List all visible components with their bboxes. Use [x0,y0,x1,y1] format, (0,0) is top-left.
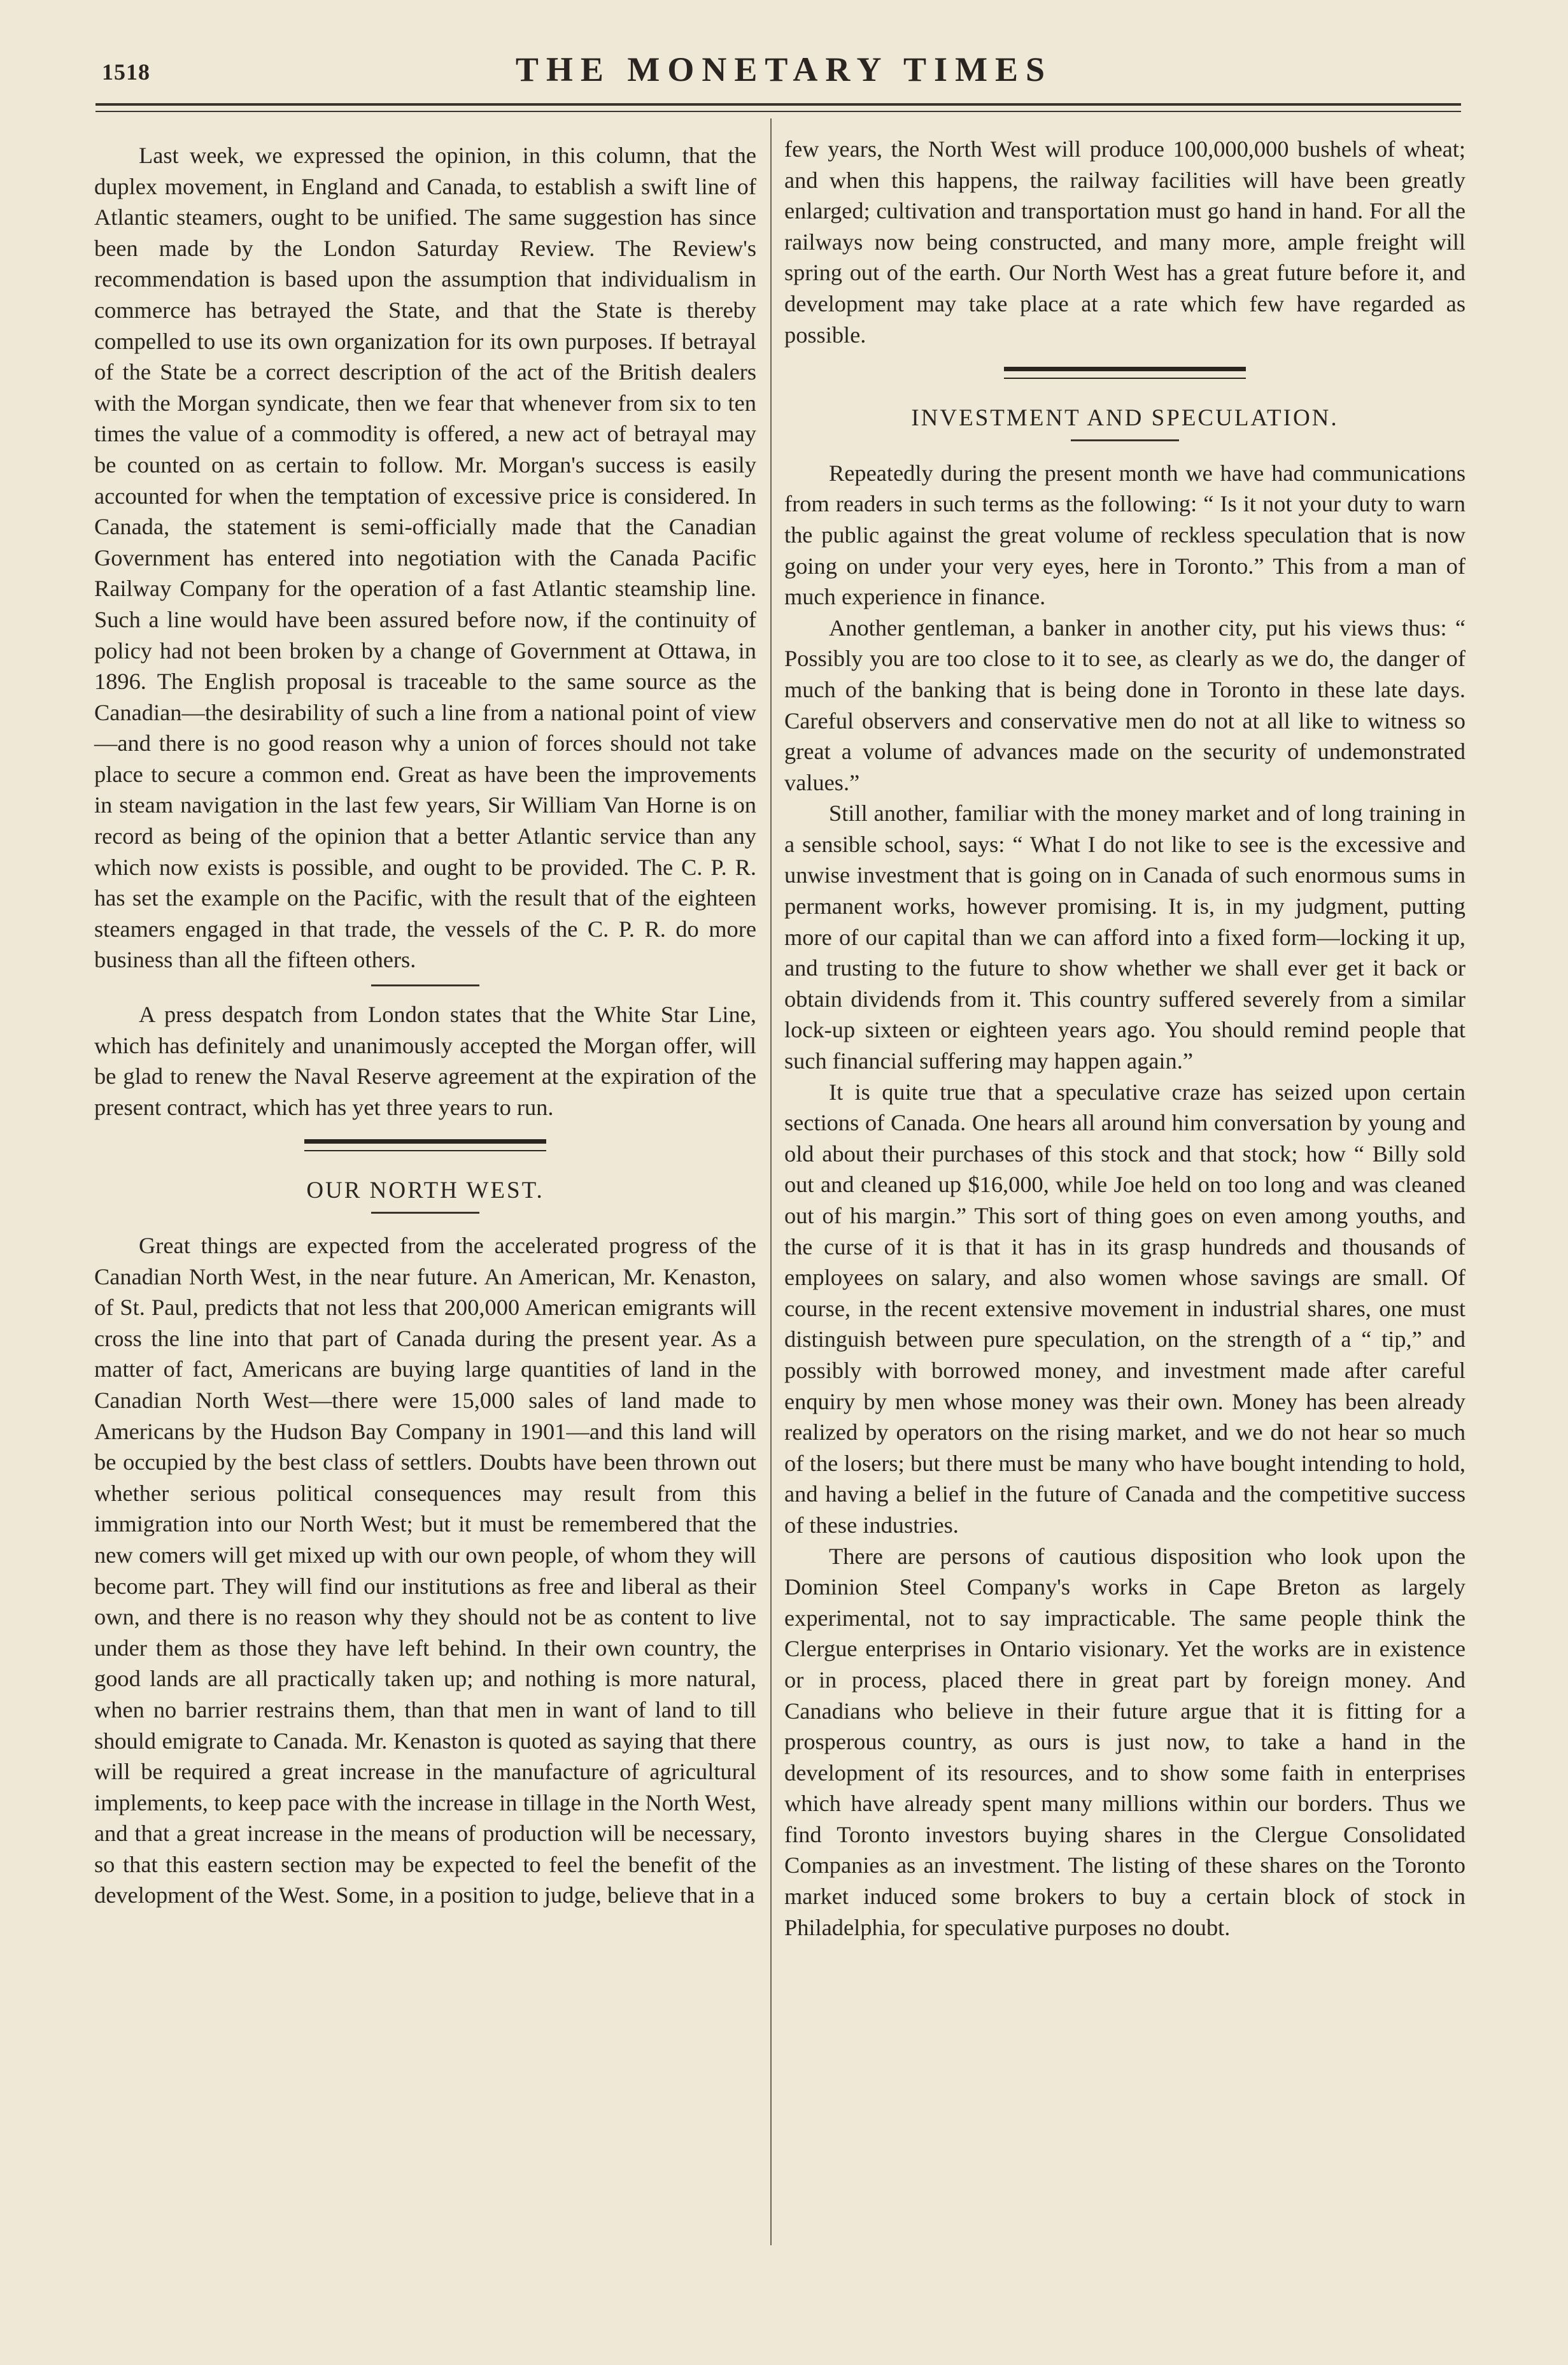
article-paragraph-north-west: Great things are expected from the accelerated progress of the Canadian North West, in the near future. An American, Mr. Kenaston, of St. Paul, predicts that not less that 200,000 American emigrants will cross the line into that part of Canada during the present year. As a matter of fact, Americans are buying large quantities of land in the Canadian North West—there were 15,000 sales of land made to Americans by the Hudson Bay Company in 1901—and this land will be occupied by the best class of settlers. Doubts have been thrown out whether serious political consequences may result from this immigration into our North West; but it must be remembered that the new comers will get mixed up with our own people, of whom they will become part. They will find our institutions as free and liberal as their own, and there is no reason why they should not be as content to live under them as those they have left behind. In their own country, the good lands are all practically taken up; and nothing is more natural, when no barrier restrains them, than that men in want of land to till should emigrate to Canada. Mr. Kenaston is quoted as saying that there will be required a great increase in the manufacture of agricultural implements, to keep pace with the increase in tillage in the North West, and that a great increase in the means of production will be necessary, so that this eastern section may be expected to feel the benefit of the development of the West. Some, in a position to judge, believe that in a [94,1233,756,1908]
left-column [94,140,756,1911]
editorial-paragraph-white-star: A press despatch from London states that the White Star Line, which has definitely and unanimously accepted the Morgan offer, will be glad to renew the Naval Reserve agreement at the expiration of the present contract, which has yet three years to run. [94,1002,756,1120]
article-paragraph: Repeatedly during the present month we have had communications from readers in such terms as the following: “ Is it not your duty to warn the public against the great volume of reckless speculation that is now going on under your very eyes, here in Toronto.” This from a man of much experience in finance. [784,460,1466,610]
article-heading-investment: INVESTMENT AND SPECULATION. [911,405,1339,432]
heading-rule [1071,439,1179,441]
header-rule-thin [95,111,1461,112]
masthead-title: THE MONETARY TIMES [515,50,1053,89]
editorial-paragraph-atlantic: Last week, we expressed the opinion, in this column, that the duplex movement, in England and Canada, to establish a swift line of Atlantic steamers, ought to be unified. The same suggestion has since been made by the London Saturday Review. The Review's recommendation is based upon the assumption that individualism in commerce has betrayed the State, and that the State is thereby compelled to use its own organization for its own purposes. If betrayal of the State be a correct description of the act of the British dealers with the Morgan syndicate, then we fear that whenever from six to ten times the value of a commodity is offered, a new act of betrayal may be counted on as certain to follow. Mr. Morgan's success is easily accounted for when the temptation of excessive price is considered. In Canada, the statement is semi-officially made that the Canadian Government has entered into negotiation with the Canada Pacific Railway Company for the operation of a fast Atlantic steamship line. Such a line would have been assured before now, if the continuity of policy had not been broken by a change of Government at Ottawa, in 1896. The English proposal is traceable to the same source as the Canadian—the desirability of such a line from a national point of view—and there is no good reason why a union of forces should not take place to secure a common end. Great as have been the improvements in steam navigation in the last few years, Sir William Van Horne is on record as being of the opinion that a better Atlantic service than any which now exists is possible, and ought to be provided. The C. P. R. has set the example on the Pacific, with the result that of the eighteen steamers engaged in that trade, the vessels of the C. P. R. do more business than all the fifteen others. [94,143,756,973]
article-paragraph: Still another, familiar with the money market and of long training in a sensible school, says: “ What I do not like to see is the excessive and unwise investment that is going on in Canada of such enormous sums in permanent works, however promising. It is, in my judgment, putting more of our capital than we can afford into a fixed form—locking it up, and trusting to the future to show whether we shall ever get it back or obtain dividends from it. This country suffered severely from a similar lock-up sixteen or eighteen years ago. You should remind people that such financial suffering may happen again.” [784,800,1466,1074]
heading-rule [371,1212,479,1214]
article-separator [304,1139,546,1151]
article-paragraph-continued: few years, the North West will produce 100,000,000 bushels of wheat; and when this happens, the railway facilities will have been greatly enlarged; cultivation and transportation must go hand in hand. For all the railways now being constructed, and many more, ample freight will spring out of the earth. Our North West has a great future before it, and development may take place at a rate which few have regarded as possible. [784,136,1466,348]
column-divider [770,118,772,2245]
article-separator [1004,367,1246,379]
article-paragraph: There are persons of cautious disposition who look upon the Dominion Steel Company's works in Cape Breton as largely experimental, not to say impracticable. The same people think the Clergue enterprises in Ontario visionary. Yet the works are in existence or in process, placed there in great part by foreign money. And Canadians who believe in their future argue that it is fitting for a prosperous country, as ours is just now, to take a hand in the development of its resources, and to show some faith in enterprises which have already spent many millions within our borders. Thus we find Toronto investors buying shares in the Clergue Consolidated Companies as an investment. The listing of these shares on the Toronto market induced some brokers to buy a certain block of stock in Philadelphia, for speculative purposes no doubt. [784,1543,1466,1940]
section-separator [371,984,479,986]
header-rule [95,103,1461,106]
right-column [784,134,1466,1943]
article-paragraph: Another gentleman, a banker in another city, put his views thus: “ Possibly you are too close to it to see, as clearly as we do, the danger of much of the banking that is being done in Toronto in these late days. Careful observers and conservative men do not at all like to witness so great a volume of advances made on the security of undemonstrated values.” [784,614,1466,795]
article-paragraph: It is quite true that a speculative craze has seized upon certain sections of Canada. One hears all around him conversation by young and old about their purchases of this stock and that stock; how “ Billy sold out and cleaned up $16,000, while Joe held on too long and was cleaned out of his margin.” This sort of thing goes on even among youths, and the curse of it is that it has in its grasp hundreds and thousands of employees on salary, and also women whose savings are small. Of course, in the recent extensive movement in industrial shares, one must distinguish between pure speculation, on the strength of a “ tip,” and possibly with borrowed money, and investment made after careful enquiry by men whose money was their own. Money has been already realized by operators on the rising market, and we do not hear so much of the losers; but there must be many who have bought intending to hold, and having a belief in the future of Canada and the competitive success of these industries. [784,1079,1466,1538]
page-number: 1518 [102,59,150,85]
article-heading-north-west: OUR NORTH WEST. [306,1177,544,1204]
